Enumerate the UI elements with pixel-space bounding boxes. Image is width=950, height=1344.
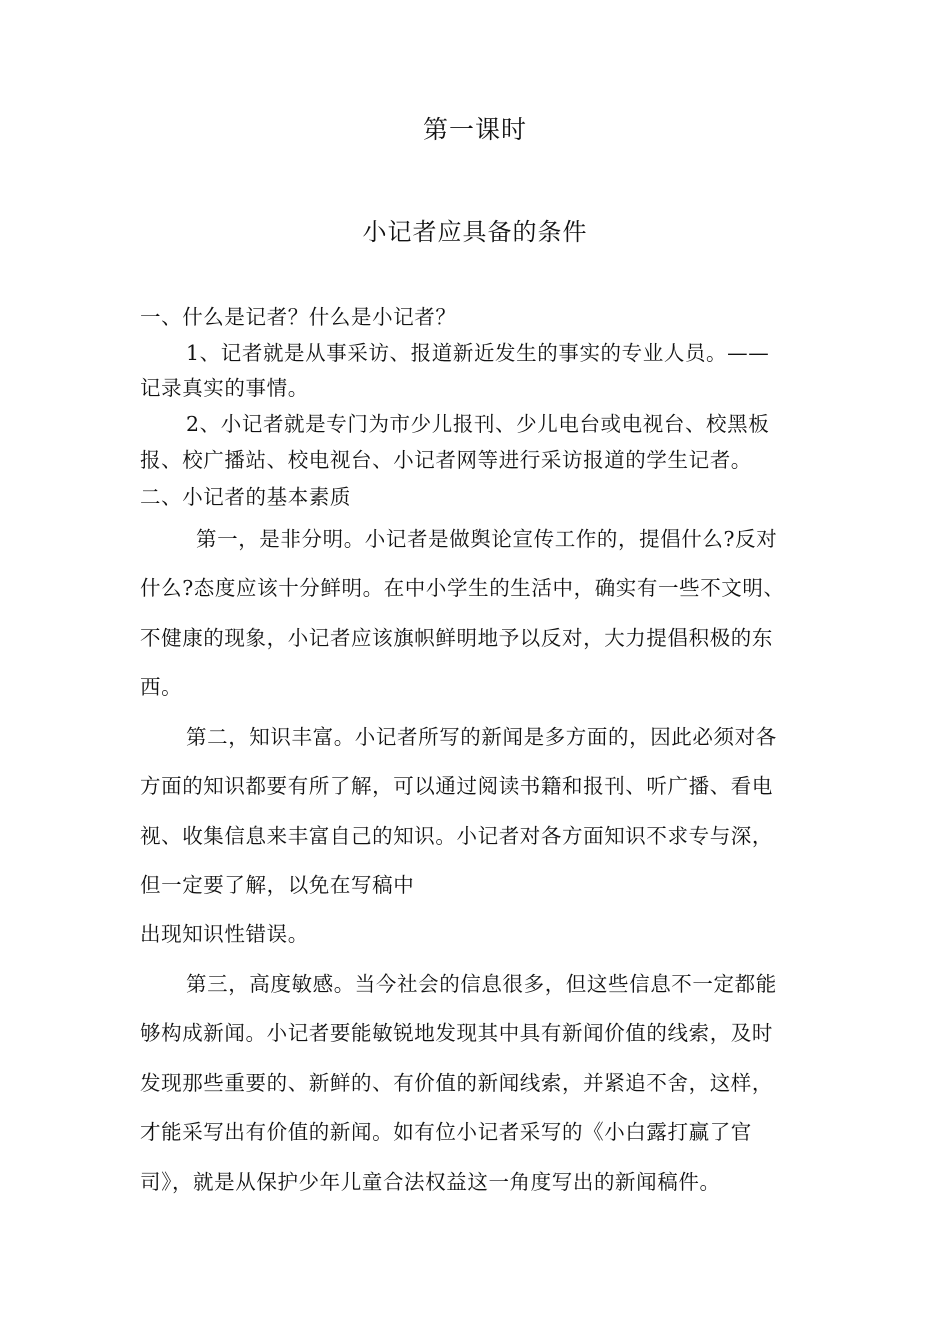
paragraph-line: 西。 [140,675,183,699]
paragraph-line: 够构成新闻。小记者要能敏锐地发现其中具有新闻价值的线索，及时 [140,1021,773,1045]
paragraph-line: 1、记者就是从事采访、报道新近发生的事实的专业人员。—— [186,341,770,365]
heading-2: 二、小记者的基本素质 [140,485,351,509]
paragraph-line: 记录真实的事情。 [140,376,309,400]
paragraph-line: 报、校广播站、校电视台、小记者网等进行采访报道的学生记者。 [140,448,752,472]
paragraph-line: 视、收集信息来丰富自己的知识。小记者对各方面知识不求专与深， [140,824,773,848]
paragraph-line: 第一，是非分明。小记者是做舆论宣传工作的，提倡什么?反对 [196,527,778,551]
paragraph-line: 司》，就是从保护少年儿童合法权益这一角度写出的新闻稿件。 [140,1170,721,1194]
paragraph-line: 但一定要了解，以免在写稿中 [140,873,415,897]
page-title: 第一课时 [422,115,527,144]
paragraph-line: 方面的知识都要有所了解，可以通过阅读书籍和报刊、听广播、看电 [140,774,773,798]
paragraph-line: 发现那些重要的、新鲜的、有价值的新闻线索，并紧追不舍，这样， [140,1071,773,1095]
paragraph-line: 出现知识性错误。 [140,922,309,946]
paragraph-line: 第二，知识丰富。小记者所写的新闻是多方面的，因此必须对各 [186,725,777,749]
paragraph-line: 不健康的现象，小记者应该旗帜鲜明地予以反对，大力提倡积极的东 [140,626,773,650]
paragraph-line: 第三，高度敏感。当今社会的信息很多，但这些信息不一定都能 [186,972,777,996]
section-heading: 小记者应具备的条件 [362,218,588,246]
paragraph-line: 才能采写出有价值的新闻。如有位小记者采写的《小白露打赢了官 [140,1120,752,1144]
paragraph-line: 什么?态度应该十分鲜明。在中小学生的生活中，确实有一些不文明、 [140,576,785,600]
paragraph-line: 2、小记者就是专门为市少儿报刊、少儿电台或电视台、校黑板 [186,412,770,436]
heading-1: 一、什么是记者？什么是小记者？ [140,305,457,329]
